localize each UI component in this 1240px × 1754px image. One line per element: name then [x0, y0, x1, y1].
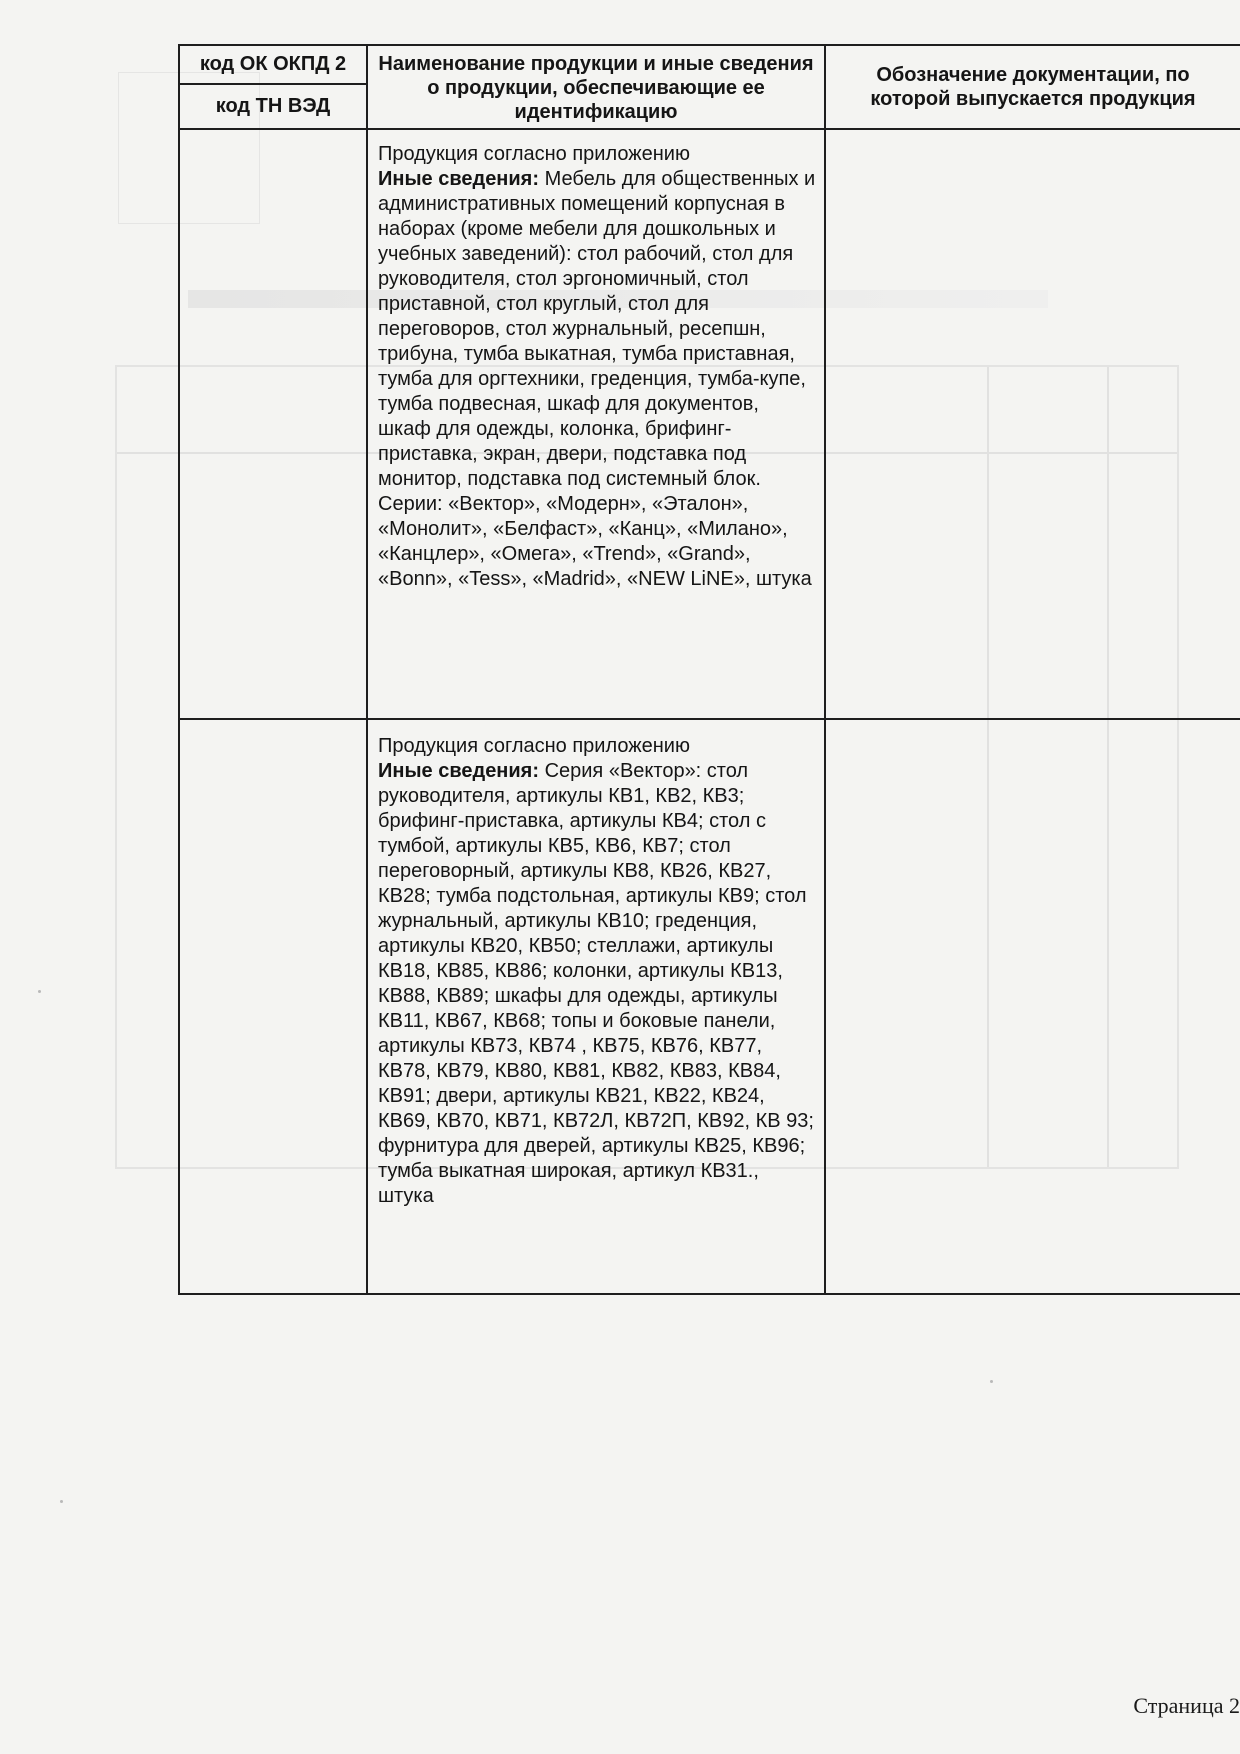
header-tnved-code: код ТН ВЭД — [179, 84, 367, 129]
header-okpd-code: код ОК ОКПД 2 — [179, 45, 367, 84]
table-row — [179, 719, 1240, 1294]
scan-speck — [38, 990, 41, 993]
code-cell — [179, 719, 367, 1294]
documentation-cell — [825, 719, 1240, 1294]
header-documentation: Обозначение документации, по которой выпускается продукция — [825, 45, 1240, 129]
code-cell — [179, 129, 367, 719]
other-info-label: Иные сведения: — [378, 168, 540, 190]
product-line: Продукция согласно приложению — [378, 735, 690, 757]
page-number: Страница 2 — [1133, 1693, 1240, 1718]
other-info-text: Мебель для общественных и административных помещений корпусная в наборах (кроме мебели для дошкольных и учебных заведений): стол рабочий, стол для руководителя, стол эргономичный, стол приставной, стол круглый, стол для переговоров, стол журнальный, ресепшн, трибуна, тумба выкатная, тумба приставная, тумба для оргтехники, греденция, тумба-купе, тумба подвесная, шкаф для документов, шкаф для одежды, колонка, брифинг-приставка, экран, двери, подставка под монитор, подставка под системный блок. Серии: «Вектор», «Модерн», «Эталон», «Монолит», «Белфаст», «Канц», «Милано», «Канцлер», «Омега», «Trend», «Grand», «Bonn», «Tess», «Madrid», «NEW LiNE», штука — [378, 168, 816, 590]
product-description-cell — [367, 129, 825, 719]
other-info-text: Серия «Вектор»: стол руководителя, артикулы КВ1, КВ2, КВ3; брифинг-приставка, артикулы КВ4; стол с тумбой, артикулы КВ5, КВ6, КВ7; стол переговорный, артикулы КВ8, КВ26, КВ27, КВ28; тумба подстольная, артикулы КВ9; стол журнальный, артикулы КВ10; греденция, артикулы КВ20, КВ50; стеллажи, артикулы КВ18, КВ85, КВ86; колонки, артикулы КВ13, КВ88, КВ89; шкафы для одежды, артикулы КВ11, КВ67, КВ68; топы и боковые панели, артикулы КВ73, КВ74 , КВ75, КВ76, КВ77, КВ78, КВ79, КВ80, КВ81, КВ82, КВ83, КВ84, КВ91; двери, артикулы КВ21, КВ22, КВ24, КВ69, КВ70, КВ71, КВ72Л, КВ72П, КВ92, КВ 93; фурнитура для дверей, артикулы КВ25, КВ96; тумба выкатная широкая, артикул КВ31., штука — [378, 760, 814, 1207]
scan-speck — [990, 1380, 993, 1383]
documentation-cell — [825, 129, 1240, 719]
product-line: Продукция согласно приложению — [378, 143, 690, 165]
scan-speck — [60, 1500, 63, 1503]
product-description-cell — [367, 719, 825, 1294]
table-row — [179, 129, 1240, 719]
other-info-label: Иные сведения: — [378, 760, 540, 782]
product-table — [178, 44, 1240, 1295]
header-product-name: Наименование продукции и иные сведения о продукции, обеспечивающие ее идентификацию — [367, 45, 825, 129]
